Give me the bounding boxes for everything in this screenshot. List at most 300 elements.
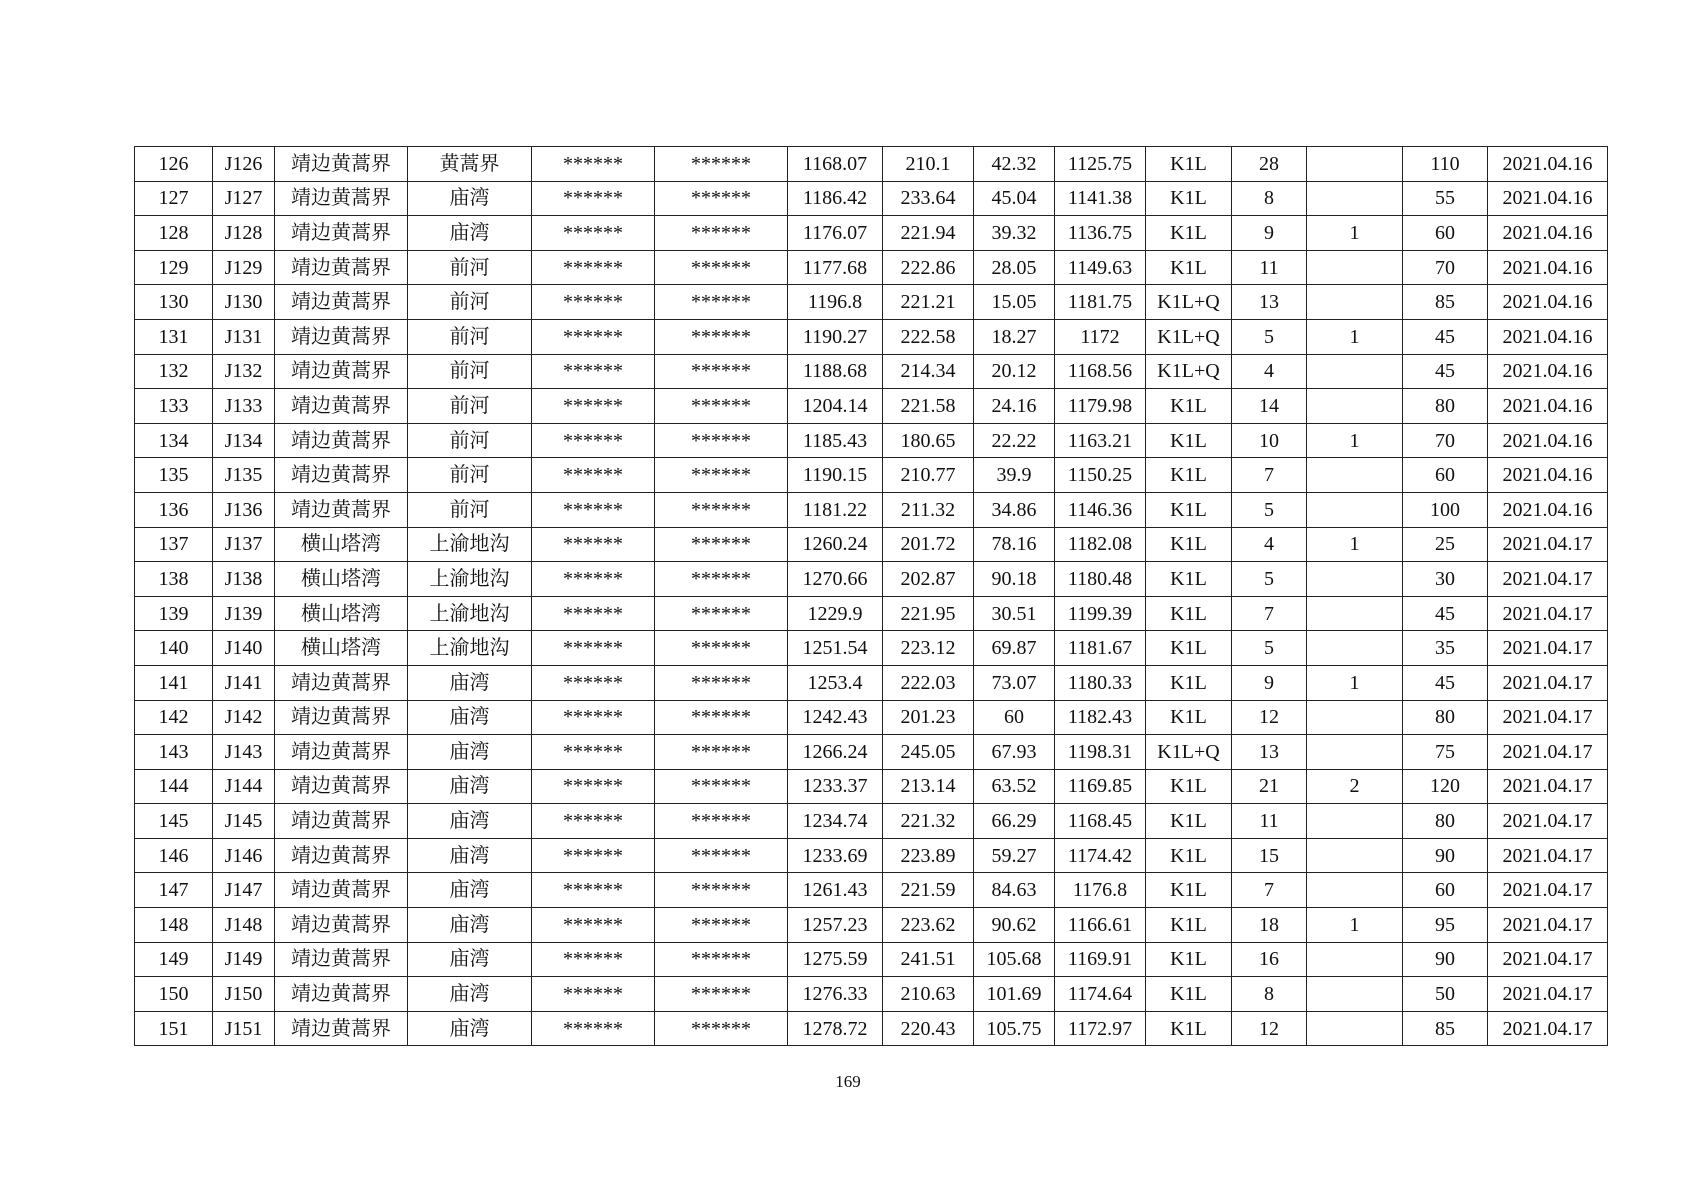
table-cell: ****** — [532, 458, 655, 493]
table-cell: 1253.4 — [788, 665, 883, 700]
table-cell: 39.32 — [974, 216, 1055, 251]
table-cell: ****** — [532, 700, 655, 735]
table-cell: 1180.33 — [1055, 665, 1146, 700]
table-cell: 庙湾 — [408, 804, 532, 839]
table-row — [135, 319, 1608, 354]
table-cell: K1L — [1146, 665, 1232, 700]
table-cell: 135 — [135, 458, 213, 493]
table-cell: J138 — [213, 562, 275, 597]
table-cell: K1L — [1146, 250, 1232, 285]
table-cell: J149 — [213, 942, 275, 977]
table-cell: ****** — [532, 596, 655, 631]
table-cell: 75 — [1403, 735, 1488, 770]
table-cell: 5 — [1232, 492, 1307, 527]
table-cell: 横山塔湾 — [275, 562, 408, 597]
table-cell: 84.63 — [974, 873, 1055, 908]
table-cell: 1188.68 — [788, 354, 883, 389]
table-cell: 210.77 — [883, 458, 974, 493]
table-cell: 1125.75 — [1055, 147, 1146, 182]
table-cell: 18 — [1232, 908, 1307, 943]
table-cell: 85 — [1403, 1011, 1488, 1046]
table-cell: 220.43 — [883, 1011, 974, 1046]
table-cell: 90 — [1403, 838, 1488, 873]
table-cell: 庙湾 — [408, 908, 532, 943]
table-cell: 1257.23 — [788, 908, 883, 943]
table-cell: J146 — [213, 838, 275, 873]
table-cell: 1136.75 — [1055, 216, 1146, 251]
table-cell: 1174.42 — [1055, 838, 1146, 873]
table-cell: 1168.07 — [788, 147, 883, 182]
table-cell: 5 — [1232, 319, 1307, 354]
table-cell: ****** — [655, 492, 788, 527]
table-cell: J150 — [213, 977, 275, 1012]
table-cell: 30 — [1403, 562, 1488, 597]
table-cell: J134 — [213, 423, 275, 458]
table-cell: K1L — [1146, 838, 1232, 873]
table-cell: J147 — [213, 873, 275, 908]
table-cell: 1278.72 — [788, 1011, 883, 1046]
table-cell: 靖边黄蒿界 — [275, 838, 408, 873]
table-cell: 223.12 — [883, 631, 974, 666]
table-cell: ****** — [532, 216, 655, 251]
table-cell: K1L — [1146, 596, 1232, 631]
table-cell: 2021.04.17 — [1488, 1011, 1608, 1046]
table-cell: 223.89 — [883, 838, 974, 873]
table-cell: ****** — [655, 596, 788, 631]
table-cell — [1307, 562, 1403, 597]
table-cell: 221.58 — [883, 389, 974, 424]
table-cell — [1307, 147, 1403, 182]
table-cell: 庙湾 — [408, 700, 532, 735]
table-cell: 2021.04.16 — [1488, 458, 1608, 493]
table-cell: 横山塔湾 — [275, 527, 408, 562]
table-row — [135, 665, 1608, 700]
table-cell: ****** — [532, 942, 655, 977]
table-cell: 2021.04.17 — [1488, 942, 1608, 977]
table-cell — [1307, 181, 1403, 216]
table-cell: 前河 — [408, 354, 532, 389]
table-row — [135, 596, 1608, 631]
table-cell: ****** — [655, 181, 788, 216]
table-cell: 2021.04.16 — [1488, 492, 1608, 527]
table-cell: 10 — [1232, 423, 1307, 458]
table-row — [135, 769, 1608, 804]
table-cell: 14 — [1232, 389, 1307, 424]
table-cell: 1251.54 — [788, 631, 883, 666]
table-cell: 1168.45 — [1055, 804, 1146, 839]
table-cell: ****** — [532, 977, 655, 1012]
table-cell: 2021.04.16 — [1488, 354, 1608, 389]
table-cell: 前河 — [408, 458, 532, 493]
table-cell: K1L+Q — [1146, 285, 1232, 320]
table-cell: ****** — [655, 942, 788, 977]
table-cell: 1163.21 — [1055, 423, 1146, 458]
table-cell — [1307, 735, 1403, 770]
table-cell: 7 — [1232, 596, 1307, 631]
table-cell: 靖边黄蒿界 — [275, 804, 408, 839]
table-cell: 15.05 — [974, 285, 1055, 320]
table-cell: K1L — [1146, 181, 1232, 216]
table-cell: 45 — [1403, 354, 1488, 389]
table-cell — [1307, 285, 1403, 320]
table-cell: ****** — [532, 147, 655, 182]
table-cell: 7 — [1232, 873, 1307, 908]
table-cell: 132 — [135, 354, 213, 389]
table-cell: ****** — [532, 319, 655, 354]
table-row — [135, 527, 1608, 562]
table-cell: 2 — [1307, 769, 1403, 804]
table-cell — [1307, 1011, 1403, 1046]
table-cell: 庙湾 — [408, 838, 532, 873]
table-cell: 1275.59 — [788, 942, 883, 977]
table-cell: K1L — [1146, 700, 1232, 735]
table-cell: K1L — [1146, 908, 1232, 943]
table-cell: K1L+Q — [1146, 319, 1232, 354]
table-cell: K1L — [1146, 804, 1232, 839]
table-cell: K1L — [1146, 1011, 1232, 1046]
table-cell: 211.32 — [883, 492, 974, 527]
table-cell — [1307, 354, 1403, 389]
table-cell: 1176.8 — [1055, 873, 1146, 908]
table-cell: 前河 — [408, 492, 532, 527]
table-cell: 151 — [135, 1011, 213, 1046]
table-cell: 靖边黄蒿界 — [275, 423, 408, 458]
table-cell: 1169.91 — [1055, 942, 1146, 977]
table-cell: 1181.75 — [1055, 285, 1146, 320]
table-cell: 2021.04.16 — [1488, 285, 1608, 320]
table-cell — [1307, 977, 1403, 1012]
table-cell: 1180.48 — [1055, 562, 1146, 597]
table-cell: 15 — [1232, 838, 1307, 873]
table-cell: 60 — [974, 700, 1055, 735]
table-cell: J142 — [213, 700, 275, 735]
table-row — [135, 735, 1608, 770]
table-cell: 1141.38 — [1055, 181, 1146, 216]
table-cell: 25 — [1403, 527, 1488, 562]
table-cell: ****** — [532, 285, 655, 320]
table-cell: 120 — [1403, 769, 1488, 804]
table-cell: 245.05 — [883, 735, 974, 770]
table-cell: 127 — [135, 181, 213, 216]
table-cell: 201.72 — [883, 527, 974, 562]
table-cell: ****** — [532, 838, 655, 873]
table-cell: 139 — [135, 596, 213, 631]
table-cell: ****** — [532, 181, 655, 216]
table-row — [135, 804, 1608, 839]
table-cell: 110 — [1403, 147, 1488, 182]
table-row — [135, 285, 1608, 320]
table-cell: 201.23 — [883, 700, 974, 735]
table-cell: K1L — [1146, 423, 1232, 458]
table-cell: J140 — [213, 631, 275, 666]
table-row — [135, 492, 1608, 527]
table-cell: 1166.61 — [1055, 908, 1146, 943]
table-cell: 1204.14 — [788, 389, 883, 424]
table-cell: 141 — [135, 665, 213, 700]
table-cell: 50 — [1403, 977, 1488, 1012]
table-cell — [1307, 389, 1403, 424]
table-cell: 45 — [1403, 596, 1488, 631]
table-cell: 1185.43 — [788, 423, 883, 458]
table-cell: J136 — [213, 492, 275, 527]
table-cell: 靖边黄蒿界 — [275, 319, 408, 354]
table-cell: 庙湾 — [408, 769, 532, 804]
page-number: 169 — [835, 1072, 861, 1091]
table-cell: J151 — [213, 1011, 275, 1046]
table-cell: ****** — [532, 665, 655, 700]
table-cell: 靖边黄蒿界 — [275, 1011, 408, 1046]
table-cell: J137 — [213, 527, 275, 562]
table-cell: 2021.04.16 — [1488, 389, 1608, 424]
table-cell: ****** — [532, 492, 655, 527]
table-cell: 2021.04.17 — [1488, 665, 1608, 700]
table-cell: 105.75 — [974, 1011, 1055, 1046]
table-cell: ****** — [655, 873, 788, 908]
table-cell — [1307, 631, 1403, 666]
table-row — [135, 838, 1608, 873]
table-cell: K1L — [1146, 769, 1232, 804]
table-cell: J133 — [213, 389, 275, 424]
table-cell: 1168.56 — [1055, 354, 1146, 389]
table-cell: 1 — [1307, 423, 1403, 458]
table-cell: ****** — [655, 250, 788, 285]
table-cell: 1276.33 — [788, 977, 883, 1012]
table-cell: ****** — [655, 1011, 788, 1046]
table-cell: ****** — [532, 873, 655, 908]
table-cell: ****** — [655, 285, 788, 320]
table-cell: K1L — [1146, 216, 1232, 251]
table-cell: ****** — [655, 735, 788, 770]
table-cell: 70 — [1403, 423, 1488, 458]
table-cell: 222.86 — [883, 250, 974, 285]
table-cell: 129 — [135, 250, 213, 285]
table-cell: 1186.42 — [788, 181, 883, 216]
table-cell: K1L — [1146, 458, 1232, 493]
table-cell: ****** — [532, 908, 655, 943]
table-cell: 90.18 — [974, 562, 1055, 597]
table-cell: 1177.68 — [788, 250, 883, 285]
table-cell: 1176.07 — [788, 216, 883, 251]
table-cell: J143 — [213, 735, 275, 770]
table-cell: J126 — [213, 147, 275, 182]
table-cell: 靖边黄蒿界 — [275, 665, 408, 700]
table-cell: 前河 — [408, 285, 532, 320]
table-cell: J141 — [213, 665, 275, 700]
table-cell — [1307, 492, 1403, 527]
table-cell: J135 — [213, 458, 275, 493]
table-cell: 黄蒿界 — [408, 147, 532, 182]
table-cell: 2021.04.17 — [1488, 562, 1608, 597]
table-row — [135, 389, 1608, 424]
table-row — [135, 216, 1608, 251]
table-cell: ****** — [655, 216, 788, 251]
table-cell: 18.27 — [974, 319, 1055, 354]
table-cell: 前河 — [408, 250, 532, 285]
data-table — [134, 146, 1608, 1046]
table-cell: 73.07 — [974, 665, 1055, 700]
table-cell: 1181.22 — [788, 492, 883, 527]
table-cell: 2021.04.17 — [1488, 769, 1608, 804]
table-cell: 1146.36 — [1055, 492, 1146, 527]
table-cell: J127 — [213, 181, 275, 216]
table-cell: J144 — [213, 769, 275, 804]
table-cell: J139 — [213, 596, 275, 631]
table-cell: ****** — [532, 527, 655, 562]
table-cell: 13 — [1232, 735, 1307, 770]
table-cell: 101.69 — [974, 977, 1055, 1012]
table-cell: 2021.04.17 — [1488, 908, 1608, 943]
table-cell: 庙湾 — [408, 1011, 532, 1046]
table-cell: 42.32 — [974, 147, 1055, 182]
table-row — [135, 700, 1608, 735]
table-cell: J130 — [213, 285, 275, 320]
table-cell — [1307, 458, 1403, 493]
table-cell: ****** — [655, 423, 788, 458]
table-cell: 靖边黄蒿界 — [275, 492, 408, 527]
table-cell — [1307, 804, 1403, 839]
table-row — [135, 147, 1608, 182]
table-cell: ****** — [655, 977, 788, 1012]
table-cell: 105.68 — [974, 942, 1055, 977]
table-cell: ****** — [655, 562, 788, 597]
table-cell: K1L+Q — [1146, 354, 1232, 389]
table-cell: K1L — [1146, 527, 1232, 562]
table-cell: 靖边黄蒿界 — [275, 389, 408, 424]
table-cell: 上渝地沟 — [408, 527, 532, 562]
table-cell: K1L — [1146, 631, 1232, 666]
table-cell: J148 — [213, 908, 275, 943]
table-cell: 63.52 — [974, 769, 1055, 804]
table-cell: 9 — [1232, 665, 1307, 700]
table-row — [135, 1011, 1608, 1046]
table-cell: 34.86 — [974, 492, 1055, 527]
table-cell: 90.62 — [974, 908, 1055, 943]
table-cell: 1233.69 — [788, 838, 883, 873]
table-cell: 1 — [1307, 665, 1403, 700]
table-cell: 庙湾 — [408, 735, 532, 770]
table-cell: 1172.97 — [1055, 1011, 1146, 1046]
table-cell: 148 — [135, 908, 213, 943]
table-cell: 45 — [1403, 319, 1488, 354]
table-cell: ****** — [532, 735, 655, 770]
table-cell: 4 — [1232, 527, 1307, 562]
table-cell: 13 — [1232, 285, 1307, 320]
table-cell: 66.29 — [974, 804, 1055, 839]
table-cell: 1179.98 — [1055, 389, 1146, 424]
table-cell: 2021.04.16 — [1488, 423, 1608, 458]
table-cell: ****** — [532, 389, 655, 424]
table-cell: 庙湾 — [408, 665, 532, 700]
table-cell: 靖边黄蒿界 — [275, 458, 408, 493]
table-cell: 67.93 — [974, 735, 1055, 770]
table-cell: 1234.74 — [788, 804, 883, 839]
table-cell: 22.22 — [974, 423, 1055, 458]
table-cell: ****** — [532, 562, 655, 597]
table-row — [135, 354, 1608, 389]
table-cell: 134 — [135, 423, 213, 458]
table-cell: 60 — [1403, 458, 1488, 493]
table-cell: ****** — [655, 147, 788, 182]
table-cell: 1242.43 — [788, 700, 883, 735]
table-cell: 214.34 — [883, 354, 974, 389]
table-cell: 80 — [1403, 389, 1488, 424]
table-cell: 横山塔湾 — [275, 596, 408, 631]
table-cell: 靖边黄蒿界 — [275, 700, 408, 735]
table-cell: 137 — [135, 527, 213, 562]
table-cell: 147 — [135, 873, 213, 908]
table-cell: K1L — [1146, 873, 1232, 908]
table-cell: J128 — [213, 216, 275, 251]
table-cell: 5 — [1232, 562, 1307, 597]
table-cell: 前河 — [408, 319, 532, 354]
table-cell: 靖边黄蒿界 — [275, 250, 408, 285]
table-cell — [1307, 250, 1403, 285]
table-cell: 221.95 — [883, 596, 974, 631]
table-cell: 28.05 — [974, 250, 1055, 285]
table-cell: 庙湾 — [408, 873, 532, 908]
table-cell: 70 — [1403, 250, 1488, 285]
table-cell: 2021.04.16 — [1488, 250, 1608, 285]
table-cell: 靖边黄蒿界 — [275, 735, 408, 770]
table-cell: 126 — [135, 147, 213, 182]
table-cell: K1L — [1146, 492, 1232, 527]
table-row — [135, 873, 1608, 908]
table-cell: K1L — [1146, 147, 1232, 182]
table-cell: ****** — [655, 804, 788, 839]
table-cell: 1198.31 — [1055, 735, 1146, 770]
table-cell: 靖边黄蒿界 — [275, 977, 408, 1012]
table-cell: ****** — [532, 769, 655, 804]
table-cell: 靖边黄蒿界 — [275, 908, 408, 943]
table-cell: ****** — [655, 908, 788, 943]
table-cell: 213.14 — [883, 769, 974, 804]
table-cell: 庙湾 — [408, 216, 532, 251]
table-cell: ****** — [532, 250, 655, 285]
table-cell: 庙湾 — [408, 942, 532, 977]
table-cell: 60 — [1403, 873, 1488, 908]
table-cell: 2021.04.17 — [1488, 838, 1608, 873]
table-cell: 1260.24 — [788, 527, 883, 562]
table-cell: 9 — [1232, 216, 1307, 251]
table-row — [135, 631, 1608, 666]
table-cell: 210.1 — [883, 147, 974, 182]
table-cell: 85 — [1403, 285, 1488, 320]
table-cell: ****** — [655, 389, 788, 424]
table-cell — [1307, 700, 1403, 735]
table-cell: ****** — [655, 665, 788, 700]
table-cell: ****** — [532, 631, 655, 666]
table-cell: 前河 — [408, 423, 532, 458]
table-cell: 45 — [1403, 665, 1488, 700]
table-cell: 1190.27 — [788, 319, 883, 354]
table-cell: 24.16 — [974, 389, 1055, 424]
table-cell — [1307, 873, 1403, 908]
table-cell: 28 — [1232, 147, 1307, 182]
table-row — [135, 181, 1608, 216]
table-row — [135, 562, 1608, 597]
table-cell: 11 — [1232, 804, 1307, 839]
table-cell: 150 — [135, 977, 213, 1012]
table-cell: 靖边黄蒿界 — [275, 942, 408, 977]
table-cell: 130 — [135, 285, 213, 320]
table-cell: 60 — [1403, 216, 1488, 251]
table-cell: 12 — [1232, 1011, 1307, 1046]
table-cell: 1233.37 — [788, 769, 883, 804]
table-cell: 80 — [1403, 700, 1488, 735]
table-cell: 21 — [1232, 769, 1307, 804]
table-cell: 2021.04.17 — [1488, 804, 1608, 839]
table-cell: 1 — [1307, 908, 1403, 943]
